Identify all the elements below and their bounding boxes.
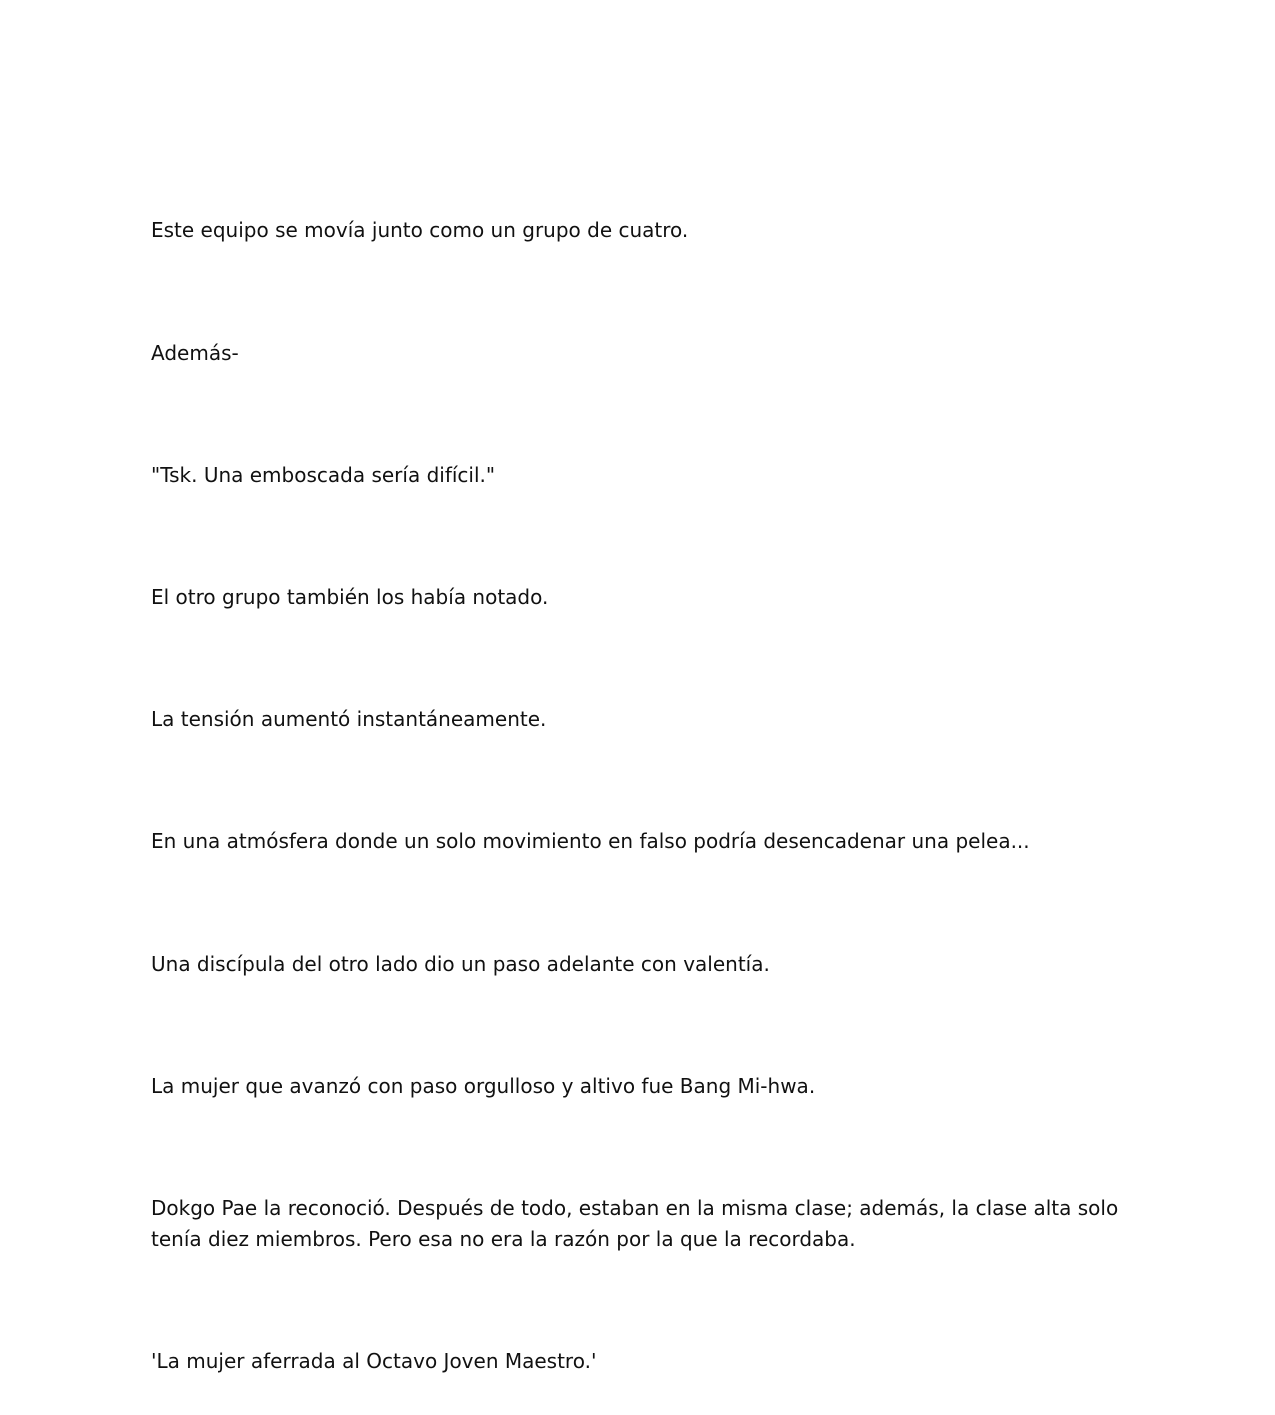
paragraph: La tensión aumentó instantáneamente. [151, 707, 547, 731]
paragraph: Dokgo Pae la reconoció. Después de todo, estaban en la misma clase; además, la clase alta solo tenía diez miembros. Pero esa no era la razón por la que la recordaba. [151, 1196, 1119, 1251]
paragraph: Además- [151, 341, 239, 365]
paragraph: En una atmósfera donde un solo movimiento en falso podría desencadenar una pelea... [151, 829, 1030, 853]
paragraph: "Tsk. Una emboscada sería difícil." [151, 463, 496, 487]
paragraph: El otro grupo también los había notado. [151, 585, 549, 609]
paragraph: 'La mujer aferrada al Octavo Joven Maestro.' [151, 1349, 597, 1373]
paragraph: Una discípula del otro lado dio un paso adelante con valentía. [151, 952, 770, 976]
paragraph: Este equipo se movía junto como un grupo de cuatro. [151, 218, 689, 242]
paragraph: La mujer que avanzó con paso orgulloso y altivo fue Bang Mi-hwa. [151, 1074, 816, 1098]
